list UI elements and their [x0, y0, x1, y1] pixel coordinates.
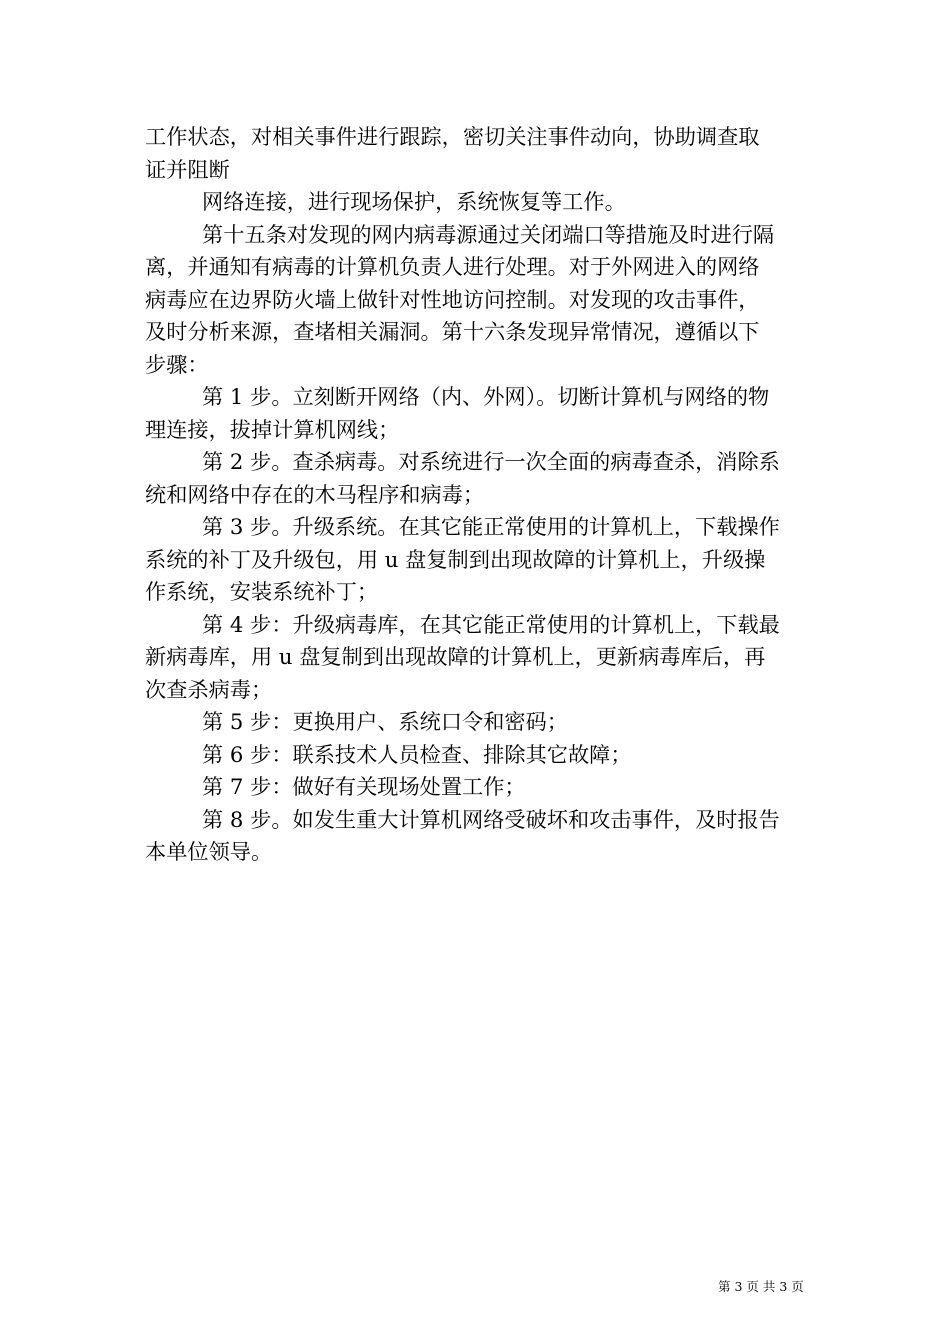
text-line-8: 步骤：: [145, 351, 209, 377]
text-line-11: 第 2 步。查杀病毒。对系统进行一次全面的病毒查杀，消除系: [202, 449, 780, 474]
text-line-7: 及时分析来源，查堵相关漏洞。第十六条发现异常情况，遵循以下: [145, 319, 760, 344]
text-line-2: 证并阻断: [145, 156, 230, 182]
text-line-14: 系统的补丁及升级包，用 u 盘复制到出现故障的计算机上，升级操: [145, 546, 766, 572]
text-line-10: 理连接，拔掉计算机网线；: [145, 416, 400, 442]
text-line-9: 第 1 步。立刻断开网络（内、外网）。切断计算机与网络的物: [202, 384, 770, 409]
text-line-15: 作系统，安装系统补丁；: [145, 579, 379, 604]
text-line-19: 第 5 步：更换用户、系统口令和密码；: [202, 709, 568, 734]
text-line-22: 第 8 步。如发生重大计算机网络受破坏和攻击事件，及时报告: [202, 806, 780, 832]
text-line-5: 离，并通知有病毒的计算机负责人进行处理。对于外网进入的网络: [145, 254, 760, 279]
text-line-12: 统和网络中存在的木马程序和病毒；: [145, 481, 485, 507]
text-line-17: 新病毒库，用 u 盘复制到出现故障的计算机上，更新病毒库后，再: [145, 644, 766, 669]
page-number-footer: 第 3 页 共 3 页: [718, 1279, 804, 1294]
text-line-6: 病毒应在边界防火墙上做针对性地访问控制。对发现的攻击事件，: [145, 286, 760, 312]
text-line-4: 第十五条对发现的网内病毒源通过关闭端口等措施及时进行隔: [202, 221, 775, 247]
text-line-13: 第 3 步。升级系统。在其它能正常使用的计算机上，下载操作: [202, 514, 780, 539]
text-line-1: 工作状态，对相关事件进行跟踪，密切关注事件动向，协助调查取: [145, 124, 760, 149]
text-line-3: 网络连接，进行现场保护，系统恢复等工作。: [202, 189, 626, 214]
document-body: [145, 121, 807, 869]
text-line-20: 第 6 步：联系技术人员检查、排除其它故障；: [202, 741, 632, 767]
text-line-21: 第 7 步：做好有关现场处置工作；: [202, 774, 526, 799]
text-line-16: 第 4 步：升级病毒库，在其它能正常使用的计算机上，下载最: [202, 611, 780, 637]
text-line-18: 次查杀病毒；: [145, 676, 273, 702]
text-line-23: 本单位领导。: [145, 839, 273, 864]
